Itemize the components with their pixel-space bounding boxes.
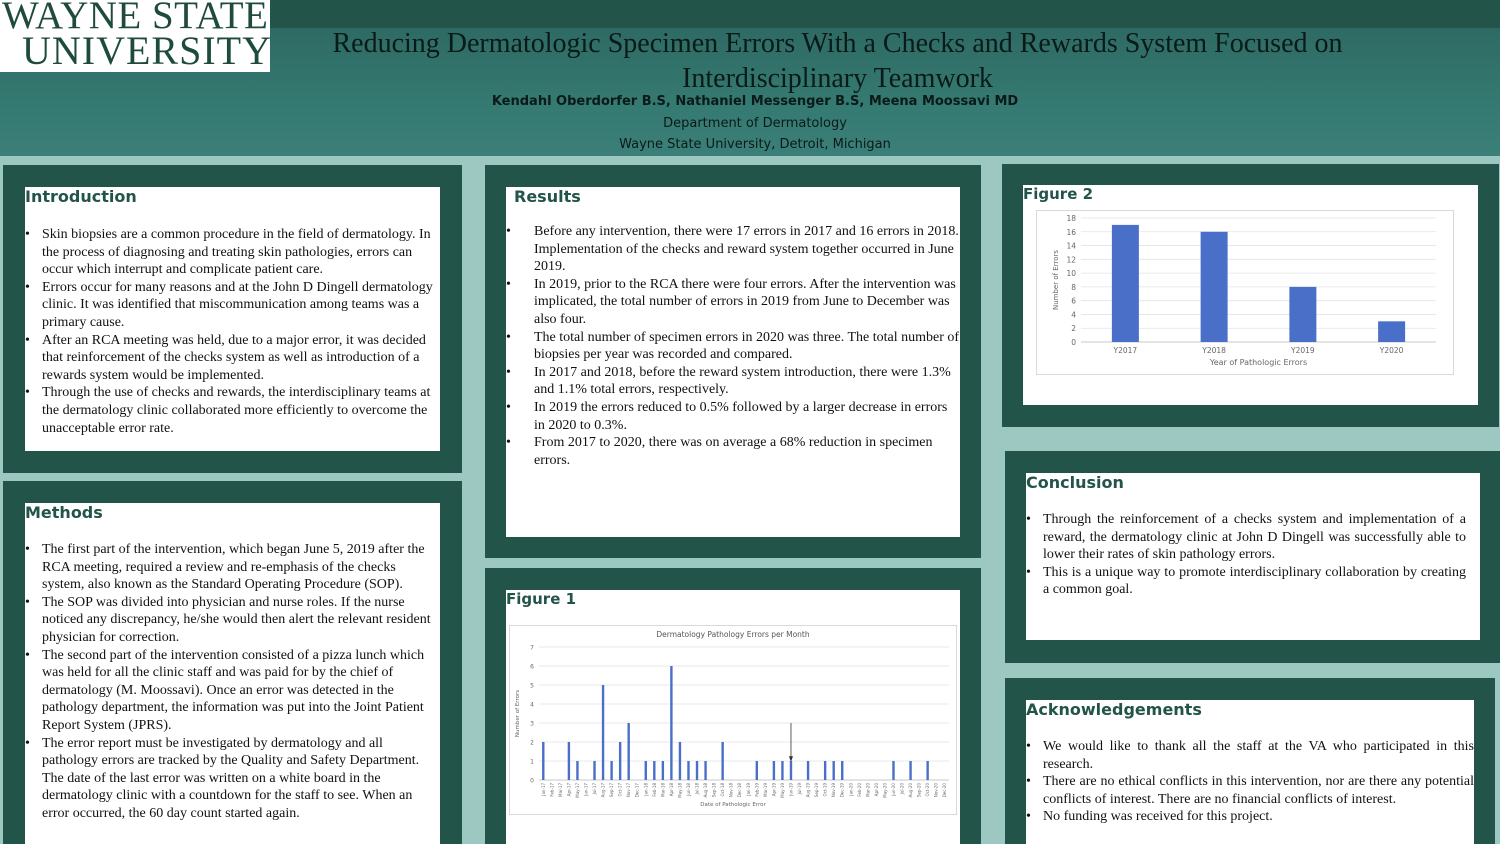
list-item: • After an RCA meeting was held, due to a major error, it was decided that reinforcement of the checks system as well as introduction of a rewards system would be implemented. [25,332,440,385]
x-tick-label: Mar-19 [762,783,768,797]
x-tick-label: Nov-20 [933,783,939,798]
list-item: • From 2017 to 2020, there was on average a 68% reduction in specimen errors. [506,434,960,469]
x-tick-label: Aug-20 [908,783,914,798]
x-tick-label: Dec-17 [634,783,640,798]
bar [593,761,595,780]
bar [1378,321,1405,342]
bar [610,761,612,780]
bar [602,685,604,780]
x-tick-label: Y2020 [1379,346,1404,355]
x-axis-label: Date of Pathologic Error [700,802,766,808]
list-item: • Before any intervention, there were 17 errors in 2017 and 16 errors in 2018. Implementation of the checks and reward system together occurred in June 2019. [506,223,960,276]
y-tick-label: 0 [1071,338,1076,347]
bar [670,666,672,780]
x-tick-label: Oct-19 [822,783,828,797]
x-tick-label: Aug-17 [600,783,606,798]
x-tick-label: Jul-20 [899,783,905,795]
results-list [506,223,960,469]
y-tick-label: 2 [1071,324,1076,334]
methods-list [25,541,440,823]
acknowledgements-card [1026,700,1474,844]
list-item: • No funding was received for this project. [1026,808,1474,826]
x-tick-label: Feb-19 [754,783,760,797]
x-tick-label: Jan-18 [643,783,649,796]
x-tick-label: Feb-18 [651,783,657,797]
chart-title: Dermatology Pathology Errors per Month [656,630,810,639]
y-tick-label: 0 [530,777,534,785]
list-item: • The first part of the intervention, which began June 5, 2019 after the RCA meeting, required a review and re-emphasis of the checks system, also known as the Standard Operating Procedure (SOP). [25,541,440,594]
y-tick-label: 18 [1066,214,1076,223]
y-tick-label: 1 [530,758,534,766]
x-axis-label: Year of Pathologic Errors [1209,358,1308,367]
x-tick-label: Dec-20 [942,783,948,798]
x-tick-label: Feb-17 [549,783,555,797]
y-tick-label: 8 [1071,282,1076,292]
x-tick-label: May-20 [882,783,888,798]
y-tick-label: 5 [530,682,534,690]
bar [1112,225,1139,342]
figure1-label: Figure 1 [506,590,577,608]
figure1-panel [485,568,981,844]
x-tick-label: Mar-17 [557,783,563,797]
x-tick-label: Aug-18 [703,783,709,798]
list-item: • In 2019, prior to the RCA there were four errors. After the intervention was implicated, the total number of errors in 2019 from June to December was also four. [506,276,960,329]
poster-title: Reducing Dermatologic Specimen Errors With a Checks and Rewards System Focused on Interdisciplinary Teamwork [332,28,1343,94]
y-tick-label: 10 [1066,269,1076,279]
x-tick-label: Jul-17 [592,783,598,795]
bar [841,761,843,780]
x-tick-label: Oct-20 [925,783,931,797]
bar [807,761,809,780]
bar [619,742,621,780]
bar [696,761,698,780]
list-item: • Skin biopsies are a common procedure in the field of dermatology. In the process of diagnosing and treating skin pathologies, errors can occur which interrupt and complicate patient care. [25,226,440,279]
bar [773,761,775,780]
y-axis-label: Number of Errors [1052,249,1060,311]
bar [687,761,689,780]
bar [568,742,570,780]
results-title: Results [514,187,581,206]
list-item: • Errors occur for many reasons and at the John D Dingell dermatology clinic. It was identified that miscommunication among teams was a primary cause. [25,279,440,332]
list-item: • In 2019 the errors reduced to 0.5% followed by a larger decrease in errors in 2020 to 0.3%. [506,399,960,434]
bar [1289,287,1316,342]
bar [627,723,629,780]
bar [653,761,655,780]
x-tick-label: Jul-19 [797,783,803,795]
y-tick-label: 6 [530,663,534,671]
bar [892,761,894,780]
x-tick-label: Sep-20 [916,783,922,798]
x-tick-label: Jun-19 [788,783,794,796]
list-item: • We would like to thank all the staff at the VA who participated in this research. [1026,738,1474,773]
y-tick-label: 4 [530,701,534,709]
x-tick-label: Apr-19 [771,783,777,797]
y-tick-label: 7 [530,644,534,652]
bar [781,761,783,780]
x-tick-label: Y2019 [1291,346,1315,355]
x-tick-label: Mar-18 [660,783,666,797]
methods-panel [3,481,462,844]
x-tick-label: Jun-20 [890,783,896,796]
list-item: • There are no ethical conflicts in this intervention, nor are there any potential conflicts of interest. There are no financial conflicts of interest. [1026,773,1474,808]
x-tick-label: Feb-20 [856,783,862,797]
bar [1201,232,1228,342]
list-item: • The error report must be investigated by dermatology and all pathology errors are tracked by the Quality and Safety Department. The date of the last error was written on a white board in the dermatology clinic with a countdown for the staff to see. When an error occurred, the 60 day count started again. [25,735,440,823]
bar [832,761,834,780]
introduction-panel [3,165,462,473]
y-tick-label: 12 [1066,255,1076,265]
list-item: • The second part of the intervention consisted of a pizza lunch which was held for all the clinic staff and was paid for by the chief of dermatology (M. Moossavi). Once an error was detected in the pathology department, the information was put into the Joint Patient Report System (JPRS). [25,647,440,735]
bar [926,761,928,780]
x-tick-label: Mar-20 [865,783,871,797]
figure2-label: Figure 2 [1023,185,1094,203]
bar [824,761,826,780]
authors: Kendahl Oberdorfer B.S, Nathaniel Messenger B.S, Meena Moossavi MD [491,94,1019,109]
department: Department of Dermatology [663,116,847,131]
x-tick-label: Jan-20 [848,783,854,796]
x-tick-label: Y2018 [1202,346,1226,355]
x-tick-label: Aug-19 [805,783,811,798]
acknowledgements-list [1026,738,1474,826]
bar [756,761,758,780]
y-tick-label: 16 [1066,227,1076,237]
y-tick-label: 6 [1071,296,1076,306]
x-tick-label: Apr-20 [873,783,879,797]
x-tick-label: Nov-18 [728,783,734,798]
x-tick-label: Nov-19 [831,783,837,798]
bar [662,761,664,780]
x-tick-label: May-18 [677,783,683,798]
acknowledgements-title: Acknowledgements [1026,700,1202,719]
x-tick-label: Sep-19 [814,783,820,798]
bar [679,742,681,780]
figure2-chart [1036,210,1454,375]
y-tick-label: 14 [1066,241,1076,251]
figure1-chart [509,625,957,815]
figure2-panel [1002,164,1499,427]
results-card [506,187,960,537]
logo-line-2: UNIVERSITY [22,28,272,73]
results-panel [485,165,981,558]
x-tick-label: May-19 [779,783,785,798]
list-item: • The SOP was divided into physician and nurse roles. If the nurse noticed any discrepancy, he/she would then alert the relevant resident physician for correction. [25,594,440,647]
x-tick-label: Sep-18 [711,783,717,798]
x-tick-label: Jan-19 [745,783,751,796]
x-tick-label: Apr-18 [668,783,674,797]
bar [576,761,578,780]
institution: Wayne State University, Detroit, Michigan [619,137,891,152]
x-tick-label: Dec-19 [839,783,845,798]
acknowledgements-panel [1005,678,1495,844]
x-tick-label: Jun-18 [685,783,691,796]
x-tick-label: May-17 [574,783,580,798]
methods-card [25,503,440,844]
conclusion-list [1026,511,1466,599]
list-item: • Through the reinforcement of a checks system and implementation of a reward, the dermatology clinic at John D Dingell was successfully able to lower their rates of skin pathology errors. [1026,511,1466,564]
y-tick-label: 2 [530,739,534,747]
methods-title: Methods [25,503,103,522]
logo-line-1: WAYNE STATE [2,0,269,37]
y-tick-label: 3 [530,720,534,728]
y-tick-label: 4 [1071,310,1076,320]
bar [721,742,723,780]
bar [704,761,706,780]
bar [645,761,647,780]
x-tick-label: Jun-17 [583,783,589,796]
conclusion-title: Conclusion [1026,473,1124,492]
figure1-card [506,590,960,844]
bar [790,761,792,780]
x-tick-label: Jan-17 [540,783,546,796]
conclusion-card [1026,473,1480,640]
figure2-card [1023,185,1478,405]
list-item: • In 2017 and 2018, before the reward system introduction, there were 1.3% and 1.1% total errors, respectively. [506,364,960,399]
conclusion-panel [1005,451,1500,663]
list-item: • The total number of specimen errors in 2020 was three. The total number of biopsies per year was recorded and compared. [506,329,960,364]
introduction-list [25,226,440,437]
x-tick-label: Sep-17 [609,783,615,798]
x-tick-label: Dec-18 [737,783,743,798]
x-tick-label: Oct-18 [720,783,726,797]
list-item: • This is a unique way to promote interdisciplinary collaboration by creating a common goal. [1026,564,1466,599]
bar [542,742,544,780]
list-item: • Through the use of checks and rewards, the interdisciplinary teams at the dermatology clinic collaborated more efficiently to overcome the unacceptable error rate. [25,384,440,437]
x-tick-label: Y2017 [1113,346,1138,355]
bar [909,761,911,780]
university-logo [0,0,270,72]
x-tick-label: Jul-18 [694,783,700,795]
y-axis-label: Number of Errors [515,689,521,738]
x-tick-label: Apr-17 [566,783,572,797]
introduction-card [25,187,440,451]
x-tick-label: Oct-17 [617,783,623,797]
introduction-title: Introduction [25,187,137,206]
x-tick-label: Nov-17 [626,783,632,798]
